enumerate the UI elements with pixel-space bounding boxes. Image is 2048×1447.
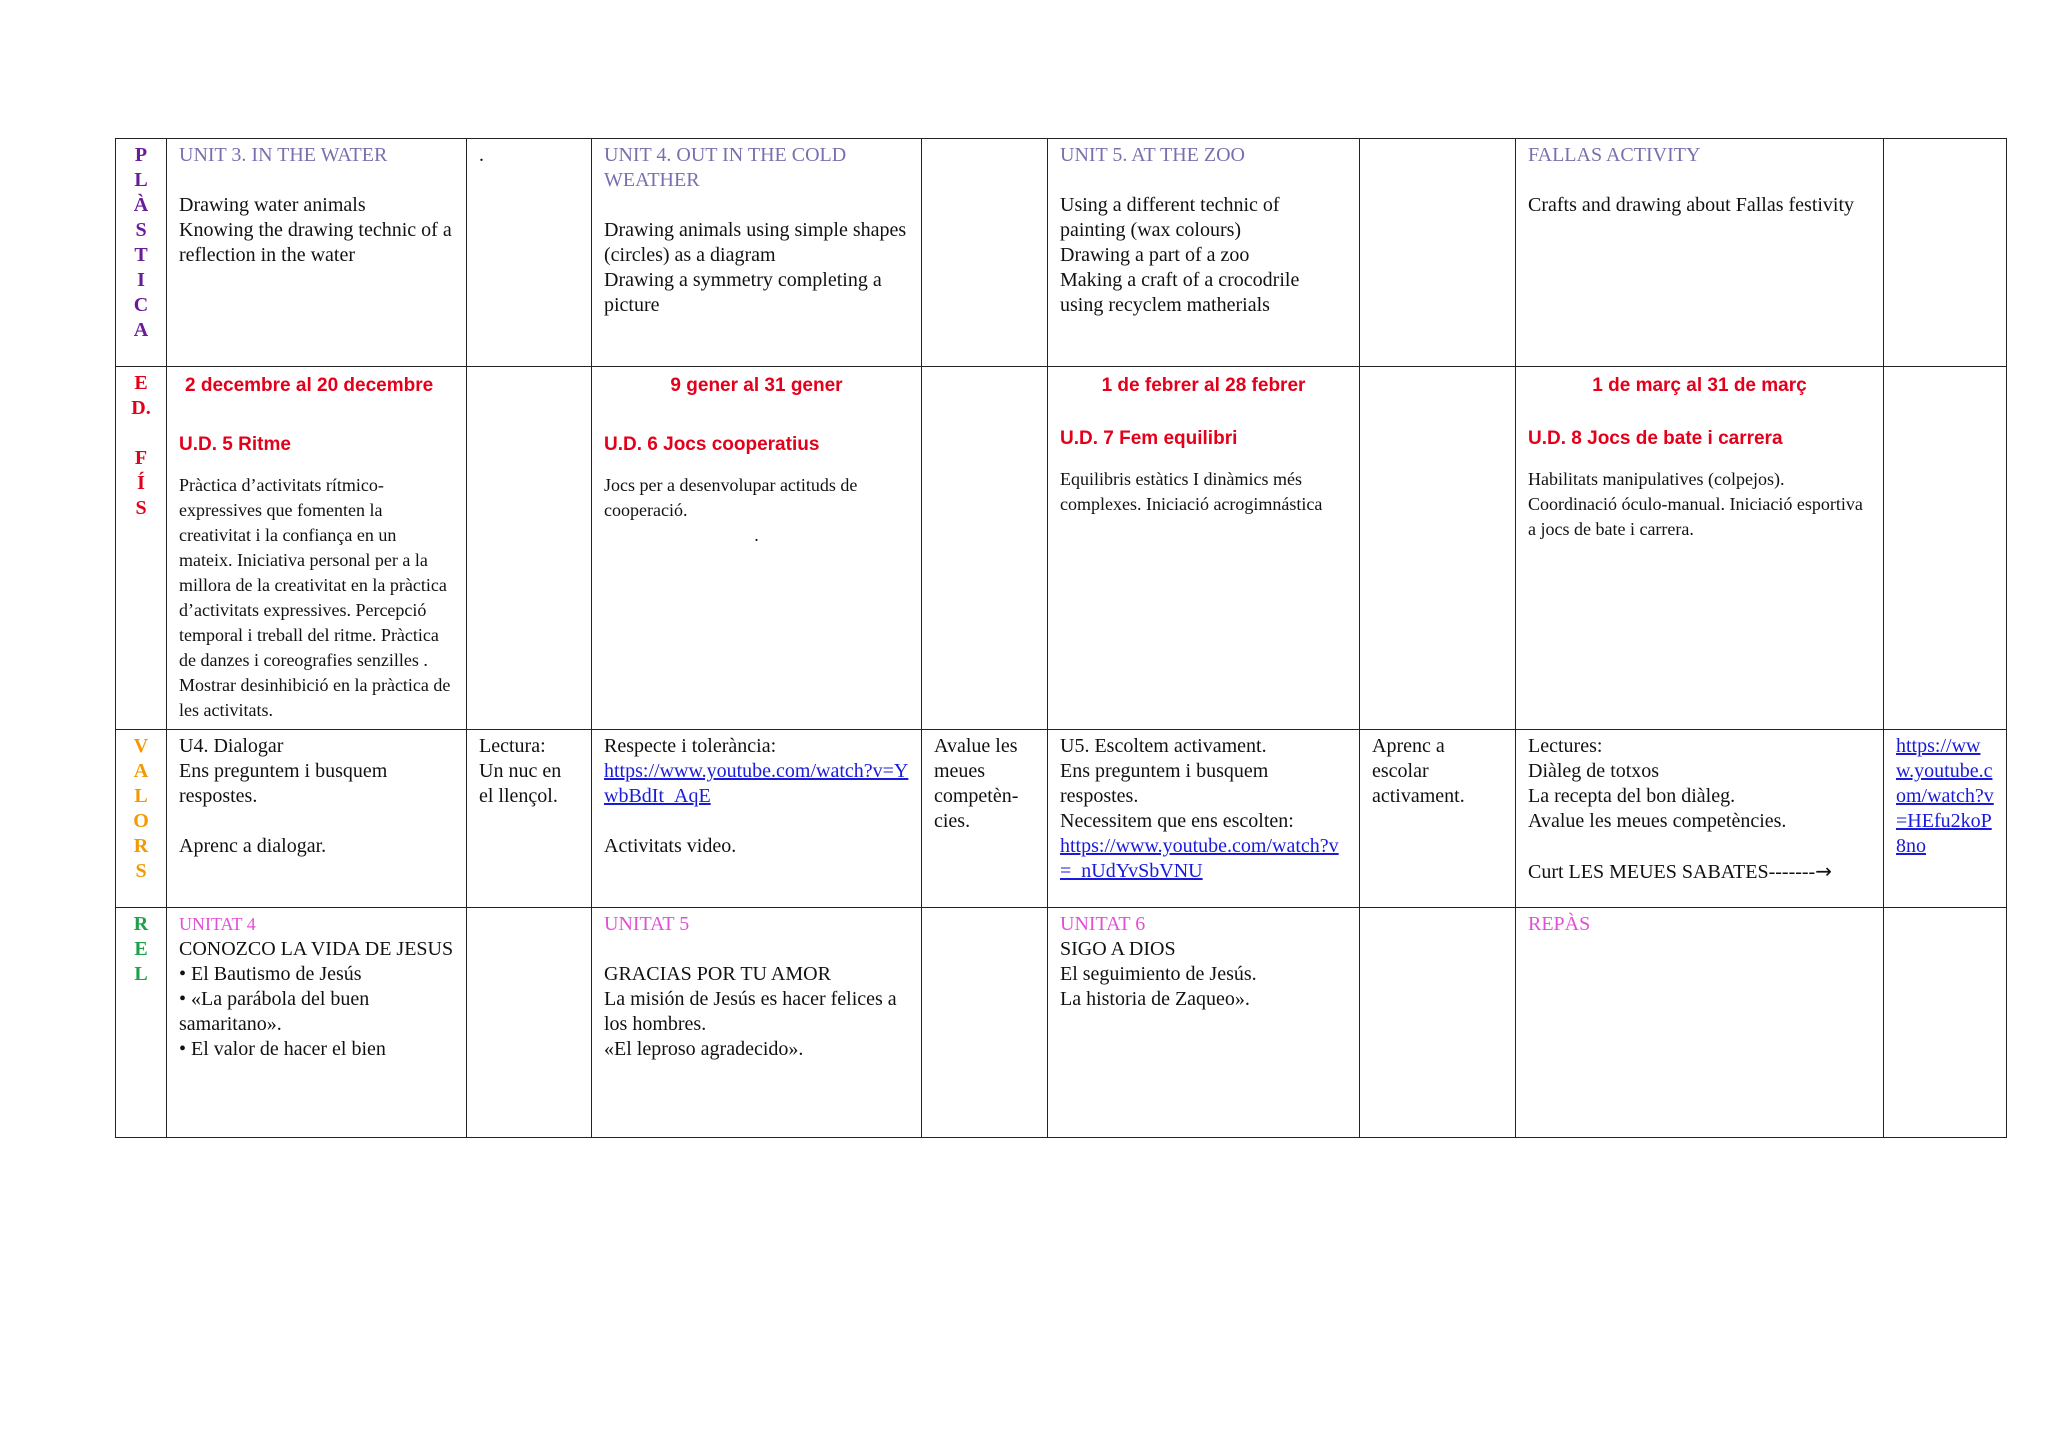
cell-line: CONOZCO LA VIDA DE JESUS [179, 938, 454, 960]
unit-title: FALLAS ACTIVITY [1528, 144, 1701, 166]
cell-line: La recepta del bon diàleg. [1528, 785, 1736, 807]
ud-description: Pràctica d’activitats rítmico-expressives que fomenten la creativitat i la confiança en un mateix. Iniciativa personal per a la millora de la creativitat en la pràctica d’activitats expressives. Percepció temporal i treball del ritme. Pràctica de danzes i coreografies senzilles . Mostrar desinhibició en la pràctica de les activitats. [179, 475, 451, 720]
cell-line: Using a different technic of painting (wax colours) [1060, 194, 1280, 241]
subject-letter: V [133, 735, 149, 757]
curt-text: Curt LES MEUES SABATES------- [1528, 861, 1816, 883]
ud-title: U.D. 5 Ritme [179, 434, 291, 455]
subject-edfis [116, 367, 167, 730]
cell-line: Ens preguntem i busquem respostes. [179, 760, 388, 807]
subject-plastica [116, 139, 167, 367]
cell-line: Diàleg de totxos [1528, 760, 1660, 782]
youtube-link[interactable]: https://www.youtube.com/watch?v=HEfu2koP8no [1896, 735, 1994, 857]
subject-letter: E [134, 938, 148, 960]
subject-letter: S [135, 497, 147, 519]
row-plastica [116, 139, 2007, 367]
cell-text: Activitats video. [604, 835, 737, 857]
edfis-col8 [1884, 367, 2007, 730]
cell-line: Avalue les meues competències. [1528, 810, 1787, 832]
cell-text: . [479, 144, 484, 166]
row-edfis [116, 367, 2007, 730]
plastica-col4 [922, 139, 1048, 367]
unit-title: UNIT 5. AT THE ZOO [1060, 144, 1245, 166]
valors-lectura [467, 730, 592, 908]
cell-line: Knowing the drawing technic of a reflection in the water [179, 219, 452, 266]
cell-line: Lectura: [479, 735, 546, 757]
cell-line: Aprenc a escolar activament. [1372, 735, 1465, 807]
subject-letter: E [134, 372, 148, 394]
valors-respecte [592, 730, 922, 908]
subject-letter: C [133, 294, 149, 316]
subject-letter: A [133, 319, 149, 341]
subject-letter: A [133, 760, 149, 782]
subject-letter: R [133, 913, 149, 935]
edfis-ud8 [1516, 367, 1884, 730]
ud-title: U.D. 7 Fem equilibri [1060, 428, 1238, 449]
youtube-link[interactable]: https://www.youtube.com/watch?v=YwbBdIt_AqE [604, 760, 909, 807]
subject-letter [128, 421, 154, 446]
valors-u4 [167, 730, 467, 908]
cell-line [179, 809, 454, 834]
rel-unitat6 [1048, 908, 1360, 1138]
dot-mark: . [754, 525, 759, 545]
subject-valors [116, 730, 167, 908]
cell-line: Lectures: [1528, 735, 1603, 757]
ud-description: Jocs per a desenvolupar actituds de cooperació. [604, 475, 858, 520]
ud-title: U.D. 8 Jocs de bate i carrera [1528, 428, 1783, 449]
rel-col2 [467, 908, 592, 1138]
ud-description: Equilibris estàtics I dinàmics més complexes. Iniciació acrogimnástica [1060, 469, 1323, 514]
row-valors [116, 730, 2007, 908]
rel-col6 [1360, 908, 1516, 1138]
unit-title: REPÀS [1528, 913, 1591, 935]
subject-letter: S [135, 860, 147, 882]
cell-line: «El leproso agradecido». [604, 1038, 804, 1060]
cell-line: • El valor de hacer el bien [179, 1038, 386, 1060]
ud-description: Habilitats manipulatives (colpejos). Coordinació óculo-manual. Iniciació esportiva a jocs de bate i carrera. [1528, 469, 1863, 539]
rel-unitat4 [167, 908, 467, 1138]
cell-line: Drawing animals using simple shapes (circles) as a diagram [604, 219, 907, 266]
cell-line: • «La parábola del buen samaritano». [179, 988, 370, 1035]
cell-line: Ens preguntem i busquem respostes. [1060, 760, 1269, 807]
rel-unitat5 [592, 908, 922, 1138]
date-range: 9 gener al 31 gener [670, 375, 843, 396]
unit-title: UNITAT 5 [604, 913, 690, 935]
cell-line: La misión de Jesús es hacer felices a los hombres. [604, 988, 897, 1035]
cell-line: La historia de Zaqueo». [1060, 988, 1250, 1010]
ud-title: U.D. 6 Jocs cooperatius [604, 434, 820, 455]
cell-line: U5. Escoltem activament. [1060, 735, 1267, 757]
plastica-col6 [1360, 139, 1516, 367]
schedule-table [115, 138, 2007, 1138]
date-range: 1 de febrer al 28 febrer [1101, 375, 1306, 396]
subject-letter: Í [137, 472, 145, 494]
date-range: 1 de març al 31 de març [1592, 375, 1807, 396]
unit-title: UNITAT 6 [1060, 913, 1146, 935]
date-range: 2 decembre al 20 decembre [185, 375, 434, 396]
edfis-ud5 [167, 367, 467, 730]
plastica-col2 [467, 139, 592, 367]
cell-line: El seguimiento de Jesús. [1060, 963, 1257, 985]
cell-line [1528, 834, 1871, 859]
rel-repas [1516, 908, 1884, 1138]
unit-title: UNITAT 4 [179, 914, 256, 934]
valors-avalue [922, 730, 1048, 908]
subject-letter: I [137, 269, 145, 291]
cell-line: Drawing a symmetry completing a picture [604, 269, 882, 316]
cell-line: Aprenc a dialogar. [179, 835, 327, 857]
edfis-col6 [1360, 367, 1516, 730]
cell-title: Respecte i tolerància: [604, 735, 777, 757]
cell-line: Un nuc en el llençol. [479, 760, 562, 807]
plastica-unit3 [167, 139, 467, 367]
plastica-unit4 [592, 139, 922, 367]
row-rel [116, 908, 2007, 1138]
cell-line: Drawing a part of a zoo [1060, 244, 1250, 266]
youtube-link[interactable]: https://www.youtube.com/watch?v=_nUdYvSbVNU [1060, 835, 1339, 882]
edfis-col2 [467, 367, 592, 730]
subject-letter: D. [131, 397, 151, 419]
valors-u5 [1048, 730, 1360, 908]
subject-letter: S [135, 219, 147, 241]
cell-line: Avalue les meues competèn-cies. [934, 735, 1019, 832]
cell-line: Making a craft of a crocodrile using recyclem matherials [1060, 269, 1300, 316]
subject-letter: À [133, 194, 149, 216]
valors-link-cell [1884, 730, 2007, 908]
plastica-fallas [1516, 139, 1884, 367]
subject-letter: O [133, 810, 149, 832]
arrow-right-icon: → [1815, 859, 1832, 883]
subject-letter: L [134, 169, 148, 191]
plastica-col8 [1884, 139, 2007, 367]
cell-line: Necessitem que ens escolten: [1060, 810, 1294, 832]
valors-lectures [1516, 730, 1884, 908]
cell-line: Crafts and drawing about Fallas festivity [1528, 194, 1855, 216]
edfis-ud6 [592, 367, 922, 730]
rel-col8 [1884, 908, 2007, 1138]
unit-title: UNIT 4. OUT IN THE COLD WEATHER [604, 144, 847, 191]
subject-letter: T [134, 244, 148, 266]
subject-letter: L [134, 785, 148, 807]
cell-line: • El Bautismo de Jesús [179, 963, 362, 985]
valors-aprenc [1360, 730, 1516, 908]
cell-line: GRACIAS POR TU AMOR [604, 963, 831, 985]
subject-letter: P [134, 144, 148, 166]
subject-letter: F [134, 447, 148, 469]
subject-letter: R [133, 835, 149, 857]
subject-letter: L [134, 963, 148, 985]
cell-line: U4. Dialogar [179, 735, 284, 757]
edfis-ud7 [1048, 367, 1360, 730]
rel-col4 [922, 908, 1048, 1138]
cell-line: Drawing water animals [179, 194, 366, 216]
unit-title: UNIT 3. IN THE WATER [179, 144, 388, 166]
plastica-unit5 [1048, 139, 1360, 367]
edfis-col4 [922, 367, 1048, 730]
cell-line: SIGO A DIOS [1060, 938, 1176, 960]
subject-rel [116, 908, 167, 1138]
